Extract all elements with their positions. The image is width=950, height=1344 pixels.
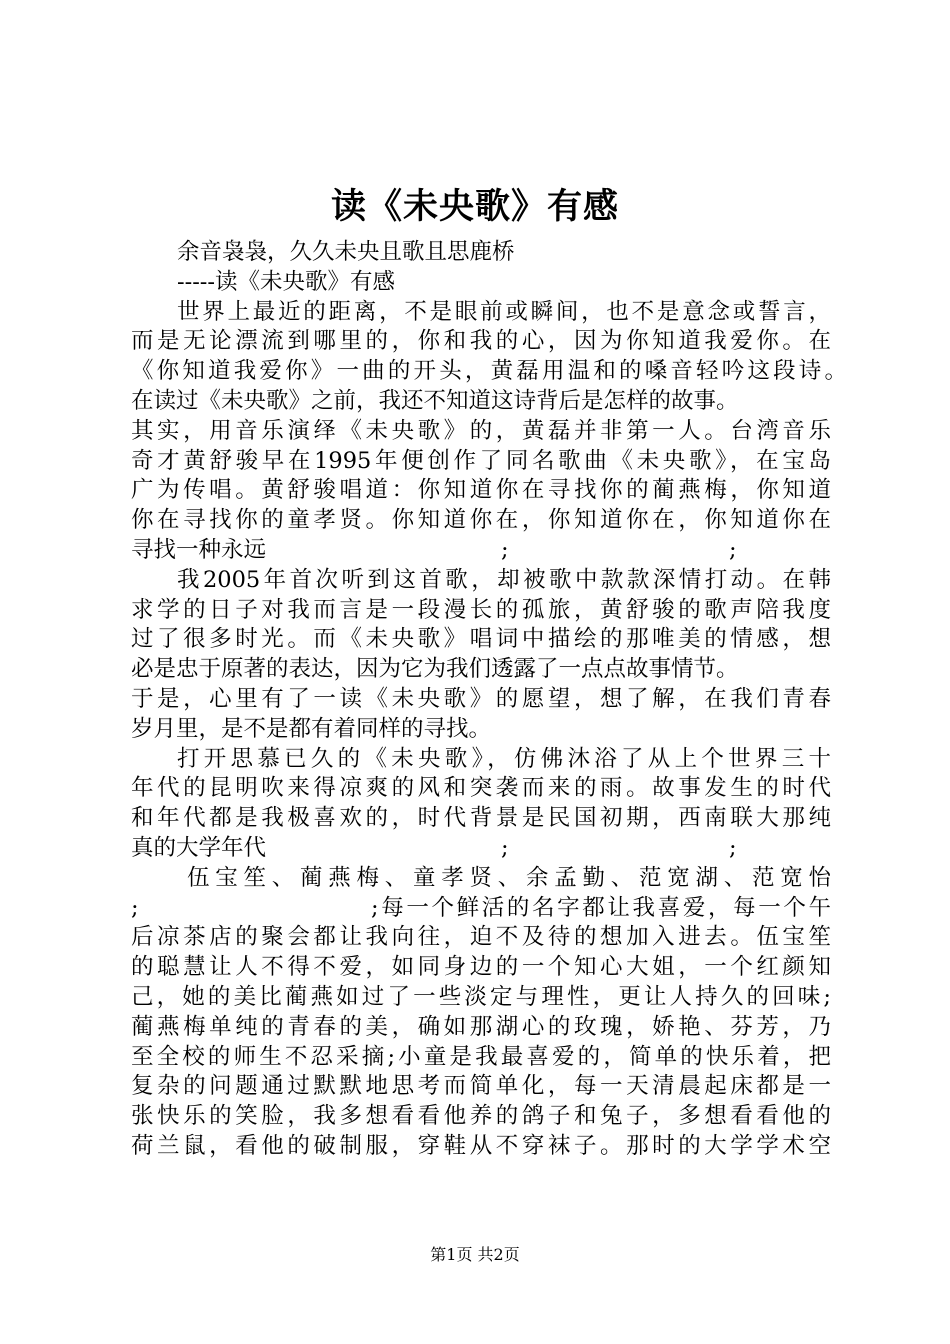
- paragraph-line: 而是无论漂流到哪里的，你和我的心，因为你知道我爱你。在: [131, 328, 831, 355]
- paragraph-line: 后凉茶店的聚会都让我向往，迫不及待的想加入进去。伍宝笙: [131, 924, 831, 951]
- subtitle-line: 余音袅袅，久久未央且歌且思鹿桥: [177, 239, 515, 265]
- paragraph-line: 你在寻找你的童孝贤。你知道你在，你知道你在，你知道你在: [131, 507, 831, 534]
- paragraph-line: 必是忠于原著的表达，因为它为我们透露了一点点故事情节。: [131, 656, 739, 683]
- paragraph-line: 荷兰鼠，看他的破制服，穿鞋从不穿袜子。那时的大学学术空: [131, 1132, 831, 1159]
- semicolon-mark: ;: [729, 536, 737, 563]
- paragraph-line: 张快乐的笑脸，我多想看看他养的鸽子和兔子，多想看看他的: [131, 1103, 831, 1130]
- document-body: [131, 238, 847, 1162]
- paragraph-line: 年代的昆明吹来得凉爽的风和突袭而来的雨。故事发生的时代: [131, 775, 831, 802]
- paragraph-line: 在读过《未央歌》之前，我还不知道这诗背后是怎样的故事。: [131, 387, 739, 414]
- paragraph-line: 蔺燕梅单纯的青春的美，确如那湖心的玫瑰，娇艳、芬芳，乃: [131, 1013, 831, 1040]
- paragraph-line: 岁月里，是不是都有着同样的寻找。: [131, 715, 492, 742]
- paragraph-line: 伍宝笙、蔺燕梅、童孝贤、余孟勤、范宽湖、范宽怡: [187, 864, 831, 891]
- paragraph-line: 至全校的师生不忍采摘;小童是我最喜爱的，简单的快乐着，把: [131, 1043, 831, 1070]
- paragraph-line: 求学的日子对我而言是一段漫长的孤旅，黄舒骏的歌声陪我度: [131, 596, 831, 623]
- semicolon-mark: ;: [131, 894, 139, 921]
- paragraph-line: 奇才黄舒骏早在1995年便创作了同名歌曲《未央歌》，在宝岛: [131, 447, 831, 474]
- paragraph-line: ; ;每一个鲜活的名字都让我喜爱，每一个午: [131, 894, 831, 924]
- page-number-footer: 第1页 共2页: [430, 1245, 520, 1264]
- document-title: 读《未央歌》有感: [330, 186, 619, 227]
- paragraph-line: 世界上最近的距离，不是眼前或瞬间，也不是意念或誓言，: [177, 298, 831, 325]
- paragraph-line: 《你知道我爱你》一曲的开头，黄磊用温和的嗓音轻吟这段诗。: [131, 358, 847, 385]
- paragraph-line: 广为传唱。黄舒骏唱道：你知道你在寻找你的蔺燕梅，你知道: [131, 477, 831, 504]
- paragraph-line: 我2005年首次听到这首歌，却被歌中款款深情打动。在韩: [177, 566, 831, 593]
- semicolon-mark: ;: [729, 834, 737, 861]
- paragraph-line: 寻找一种永远 ; ;: [131, 536, 831, 566]
- semicolon-mark: ;: [501, 834, 509, 861]
- paragraph-line: 于是，心里有了一读《未央歌》的愿望，想了解，在我们青春: [131, 685, 831, 712]
- paragraph-line: 打开思慕已久的《未央歌》，仿佛沐浴了从上个世界三十: [177, 745, 831, 772]
- paragraph-line: 复杂的问题通过默默地思考而简单化，每一天清晨起床都是一: [131, 1073, 831, 1100]
- paragraph-line: 其实，用音乐演绎《未央歌》的，黄磊并非第一人。台湾音乐: [131, 417, 831, 444]
- paragraph-line: 的聪慧让人不得不爱，如同身边的一个知心大姐，一个红颜知: [131, 954, 831, 981]
- paragraph-line: 过了很多时光。而《未央歌》唱词中描绘的那唯美的情感，想: [131, 626, 831, 653]
- subtitle-line: -----读《未央歌》有感: [177, 268, 396, 295]
- paragraph-line: 和年代都是我极喜欢的，时代背景是民国初期，西南联大那纯: [131, 805, 831, 832]
- paragraph-line: 真的大学年代 ; ;: [131, 834, 831, 864]
- paragraph-line: 己，她的美比蔺燕如过了一些淡定与理性，更让人持久的回味;: [131, 983, 831, 1010]
- semicolon-mark: ;: [501, 536, 509, 563]
